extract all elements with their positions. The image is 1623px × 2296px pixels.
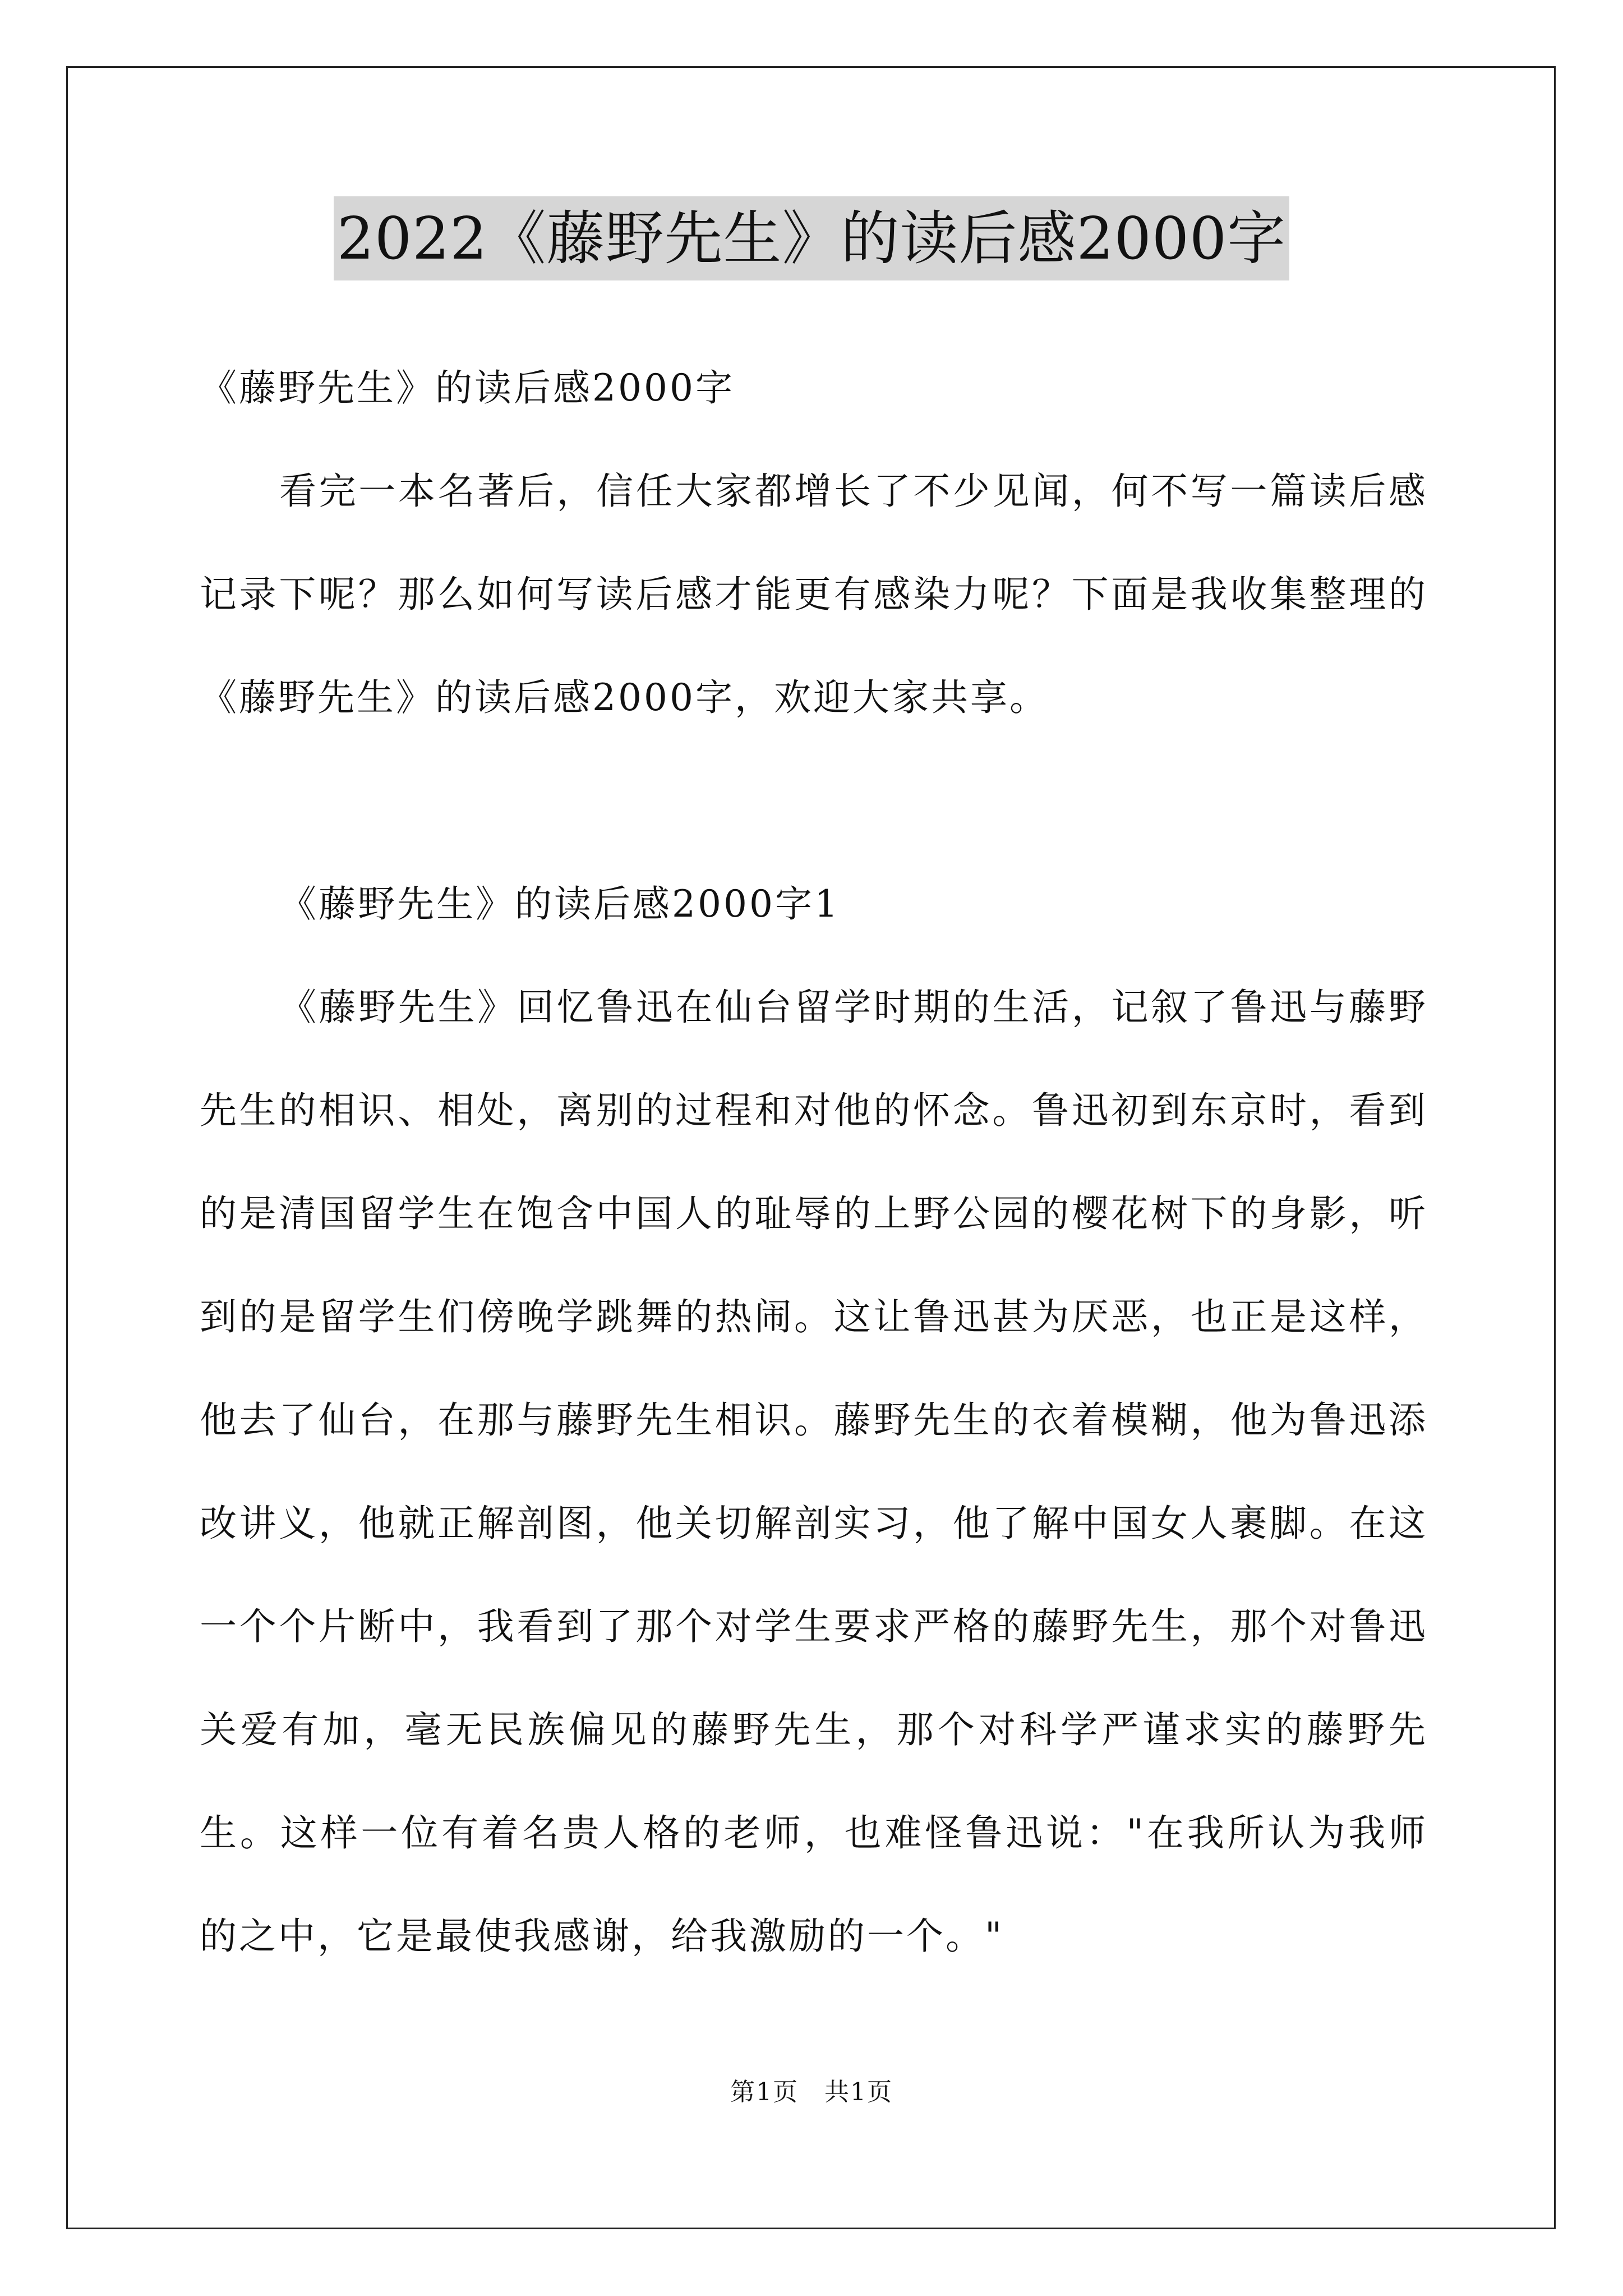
- page-footer: 第1页 共1页: [730, 2078, 893, 2106]
- subtitle: 《藤野先生》的读后感2000字: [200, 366, 735, 409]
- paragraph-gap: [200, 749, 1428, 853]
- intro-paragraph: 看完一本名著后，信任大家都增长了不少见闻，何不写一篇读后感记录下呢？那么如何写读后感才能更有感染力呢？下面是我收集整理的《藤野先生》的读后感2000字，欢迎大家共享。: [200, 470, 1428, 719]
- section-heading: 《藤野先生》的读后感2000字1: [279, 882, 840, 926]
- body-paragraph: 《藤野先生》回忆鲁迅在仙台留学时期的生活，记叙了鲁迅与藤野先生的相识、相处，离别的过程和对他的怀念。鲁迅初到东京时，看到的是清国留学生在饱含中国人的耻辱的上野公园的樱花树下的身影，听到的是留学生们傍晚学跳舞的热闹。这让鲁迅甚为厌恶，也正是这样，他去了仙台，在那与藤野先生相识。藤野先生的衣着模糊，他为鲁迅添改讲义，他就正解剖图，他关切解剖实习，他了解中国女人裹脚。在这一个个片断中，我看到了那个对学生要求严格的藤野先生，那个对鲁迅关爱有加，毫无民族偏见的藤野先生，那个对科学严谨求实的藤野先生。这样一位有着名贵人格的老师，也难怪鲁迅说："在我所认为我师的之中，它是最使我感谢，给我激励的一个。": [200, 986, 1428, 1958]
- document-body: [200, 337, 1428, 1988]
- document-title: 2022《藤野先生》的读后感2000字: [334, 196, 1289, 280]
- title-container: [0, 196, 1623, 280]
